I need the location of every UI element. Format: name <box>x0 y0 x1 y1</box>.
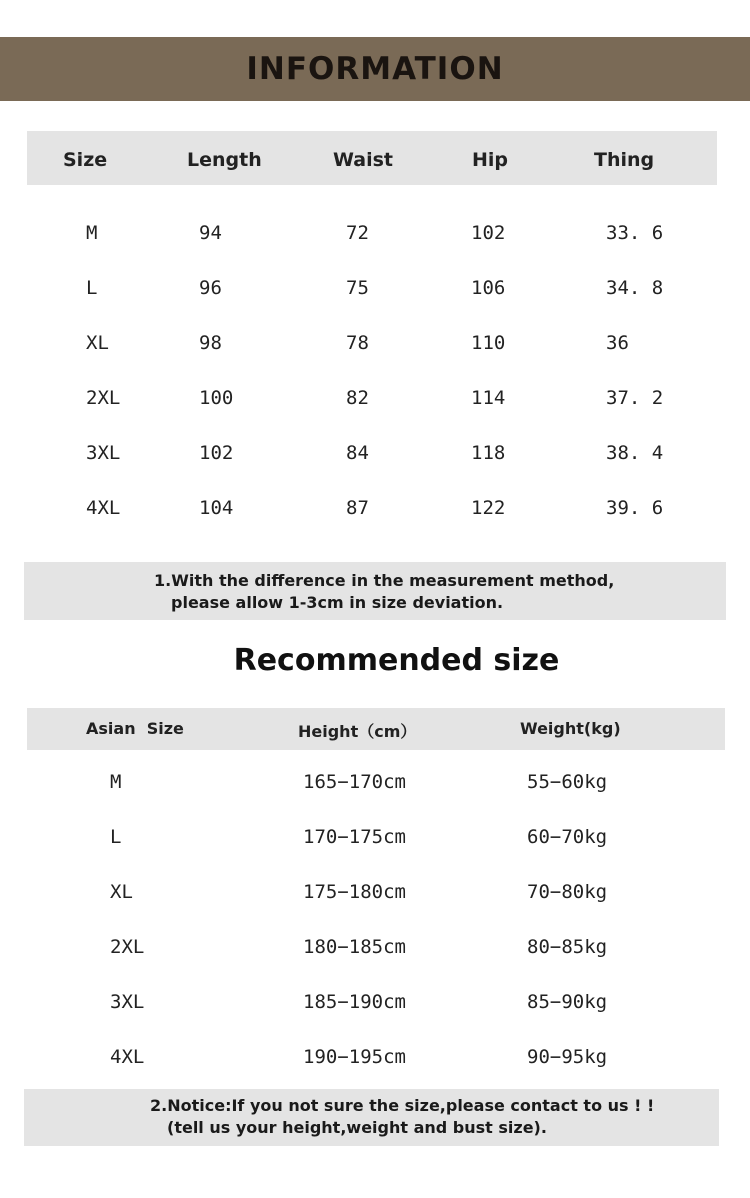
height-cell: 170−175cm <box>303 826 406 848</box>
thing-cell: 33. 6 <box>606 222 664 244</box>
waist-cell: 75 <box>346 277 369 299</box>
hip-cell: 106 <box>471 277 506 299</box>
size-cell: 2XL <box>86 387 121 409</box>
length-cell: 100 <box>199 387 234 409</box>
note-line-1: 1.With the difference in the measurement method, <box>154 571 615 590</box>
hip-cell: 114 <box>471 387 506 409</box>
length-cell: 98 <box>199 332 222 354</box>
asian-size-cell: 4XL <box>110 1046 145 1068</box>
thing-cell: 39. 6 <box>606 497 664 519</box>
asian-size-cell: L <box>110 826 122 848</box>
hip-cell: 118 <box>471 442 506 464</box>
note-line-2: please allow 1-3cm in size deviation. <box>171 593 504 612</box>
thing-cell: 38. 4 <box>606 442 664 464</box>
hip-cell: 102 <box>471 222 506 244</box>
header-size: Size <box>63 149 108 171</box>
section-title: Recommended size <box>233 643 560 678</box>
size-cell: M <box>86 222 98 244</box>
size-cell: 4XL <box>86 497 121 519</box>
contact-notice <box>24 1089 719 1146</box>
length-cell: 104 <box>199 497 234 519</box>
thing-cell: 36 <box>606 332 629 354</box>
header-waist: Waist <box>333 149 394 171</box>
measurement-note <box>24 562 726 620</box>
header-length: Length <box>187 149 262 171</box>
weight-cell: 90−95kg <box>527 1046 608 1068</box>
size-cell: 3XL <box>86 442 121 464</box>
waist-cell: 84 <box>346 442 369 464</box>
length-cell: 96 <box>199 277 222 299</box>
header-hip: Hip <box>472 149 509 171</box>
height-cell: 175−180cm <box>303 881 406 903</box>
waist-cell: 82 <box>346 387 369 409</box>
weight-cell: 70−80kg <box>527 881 608 903</box>
header-thing: Thing <box>594 149 655 171</box>
weight-cell: 85−90kg <box>527 991 608 1013</box>
height-cell: 180−185cm <box>303 936 406 958</box>
banner-title: INFORMATION <box>246 51 504 87</box>
asian-size-cell: 3XL <box>110 991 145 1013</box>
asian-size-cell: XL <box>110 881 133 903</box>
weight-cell: 60−70kg <box>527 826 608 848</box>
thing-cell: 37. 2 <box>606 387 664 409</box>
asian-size-cell: M <box>110 771 122 793</box>
thing-cell: 34. 8 <box>606 277 664 299</box>
height-cell: 185−190cm <box>303 991 406 1013</box>
size-cell: L <box>86 277 98 299</box>
waist-cell: 87 <box>346 497 369 519</box>
header-asian-size: Asian Size <box>86 719 184 738</box>
weight-cell: 80−85kg <box>527 936 608 958</box>
hip-cell: 122 <box>471 497 506 519</box>
hip-cell: 110 <box>471 332 506 354</box>
asian-size-cell: 2XL <box>110 936 145 958</box>
header-height: Height（cm） <box>298 722 417 741</box>
header-weight: Weight(kg) <box>520 719 621 738</box>
notice-line-2: (tell us your height,weight and bust size). <box>167 1118 547 1137</box>
weight-cell: 55−60kg <box>527 771 608 793</box>
notice-line-1: 2.Notice:If you not sure the size,please contact to us ! ! <box>150 1096 655 1115</box>
height-cell: 165−170cm <box>303 771 406 793</box>
height-cell: 190−195cm <box>303 1046 406 1068</box>
waist-cell: 78 <box>346 332 369 354</box>
info-banner <box>0 37 750 101</box>
length-cell: 102 <box>199 442 234 464</box>
length-cell: 94 <box>199 222 222 244</box>
size-cell: XL <box>86 332 109 354</box>
waist-cell: 72 <box>346 222 369 244</box>
